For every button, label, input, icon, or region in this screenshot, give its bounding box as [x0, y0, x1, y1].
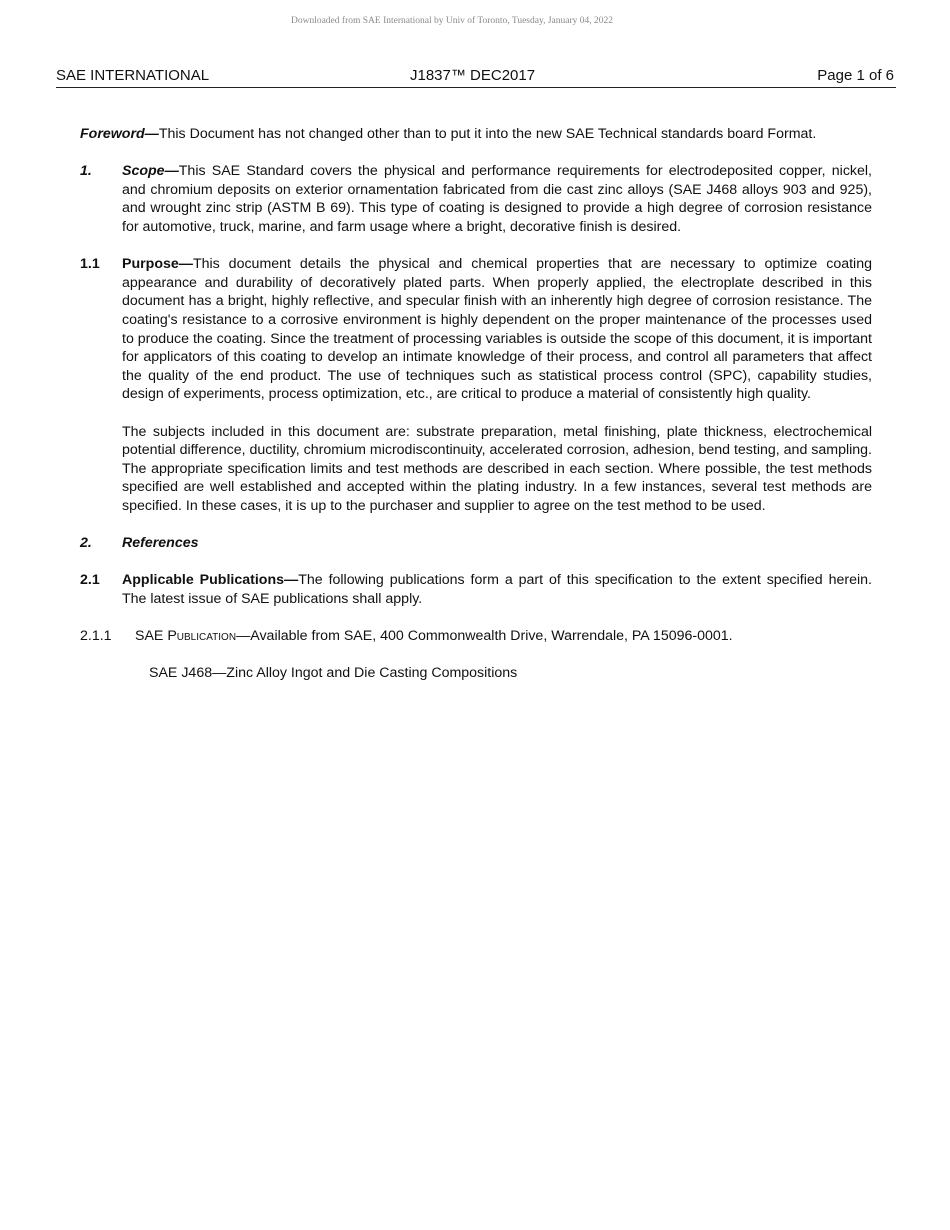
section-text: This SAE Standard covers the physical and performance requirements for electrodeposited copper, nickel, and chromium deposits on exterior ornamentation fabricated from die cast zinc alloys (SAE J468 alloys 903 and 925), and wrought zinc strip (ASTM B 69). This type of coating is designed to provide a high degree of corrosion resistance for automotive, truck, marine, and farm usage where a bright, decorative finish is desired. [122, 163, 872, 235]
foreword [80, 125, 872, 144]
section-number: 2. [80, 535, 92, 552]
section-applicable-publications [80, 571, 872, 608]
section-heading: Applicable Publications— [122, 572, 299, 589]
section-scope [80, 162, 872, 236]
section-purpose [80, 255, 872, 404]
section-references [80, 534, 872, 553]
document-body [80, 125, 872, 683]
section-heading: References [122, 535, 199, 552]
header-org: SAE INTERNATIONAL [56, 67, 210, 84]
section-sae-publication [80, 627, 872, 646]
section-text: This document details the physical and chemical properties that are necessary to optimize coating appearance and durability of decoratively plated parts. When properly applied, the electroplate described in this document has a bright, highly reflective, and specular finish with an inherently high degree of corrosion resistance. The coating's resistance to a corrosive environment is highly dependent on the proper maintenance of the processes used to produce the coating. Since the treatment of processing variables is outside the scope of this document, it is important for applicators of this coating to develop an intimate knowledge of their process, and control all parameters that affect the quality of the end product. The use of techniques such as statistical process control (SPC), capability studies, design of experiments, process optimization, etc., are critical to produce a material of consistently high quality. [122, 256, 872, 403]
section-number: 2.1.1 [80, 628, 112, 645]
download-watermark: Downloaded from SAE International by Univ of Toronto, Tuesday, January 04, 2022 [290, 16, 614, 26]
section-number: 1.1 [80, 256, 100, 273]
section-label: SAE Publication [135, 628, 237, 645]
section-text: —Available from SAE, 400 Commonwealth Drive, Warrendale, PA 15096-0001. [236, 628, 733, 645]
header-doc-id: J1837™ DEC2017 [410, 67, 536, 84]
section-text: The following publications form a part of this specification to the extent specified herein. The latest issue of SAE publications shall apply. [122, 572, 872, 607]
section-heading: Purpose— [122, 256, 193, 273]
section-number: 1. [80, 163, 92, 180]
publication-item: SAE J468—Zinc Alloy Ingot and Die Casting Compositions [149, 665, 518, 682]
page-header [56, 67, 896, 88]
foreword-text: This Document has not changed other than to put it into the new SAE Technical standards board Format. [158, 126, 817, 142]
section-number: 2.1 [80, 572, 100, 589]
section-purpose-subjects: The subjects included in this document are: substrate preparation, metal finishing, plate thickness, electrochemical potential difference, ductility, chromium microdiscontinuity, accelerated corrosion, adhesion, bend testing, and sampling. The appropriate specification limits and test methods are described in each section. Where possible, the test methods specified are well established and accepted within the plating industry. In a few instances, several test methods are specified. In these cases, it is up to the purchaser and supplier to agree on the test method to be used. [122, 423, 872, 514]
header-page-number: Page 1 of 6 [817, 67, 894, 84]
foreword-heading: Foreword— [80, 126, 159, 142]
section-heading: Scope— [122, 163, 179, 180]
